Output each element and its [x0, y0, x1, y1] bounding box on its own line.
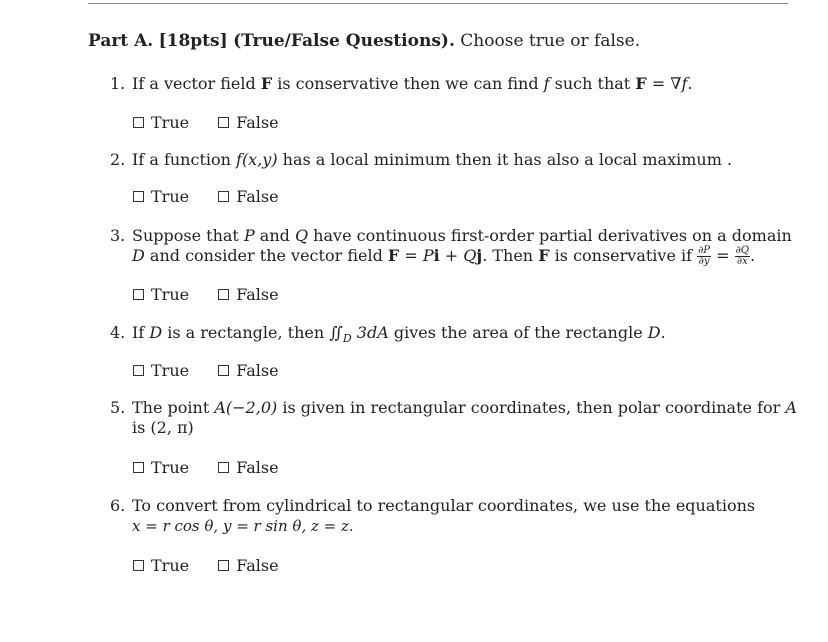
question-text: F: [538, 246, 550, 265]
false-option[interactable]: [218, 187, 278, 206]
fraction-numerator: ∂Q: [735, 245, 749, 256]
question-text: +: [439, 246, 464, 265]
false-label: False: [236, 361, 279, 380]
question-text: is conservative if: [549, 246, 698, 265]
checkbox-icon[interactable]: [218, 365, 229, 376]
question-5: [110, 398, 797, 438]
false-option[interactable]: [218, 556, 278, 575]
question-text: If a function: [132, 150, 237, 169]
question-text: If a vector field: [132, 74, 261, 93]
question-text: f: [543, 74, 550, 93]
heading-part: Part A.: [88, 31, 154, 51]
false-label: False: [236, 285, 279, 304]
fraction-dq-dx: [735, 246, 750, 267]
true-option[interactable]: [133, 113, 189, 132]
question-text: To convert from cylindrical to rectangular coordinates, we use the equations: [132, 496, 756, 515]
question-text: P: [243, 226, 255, 245]
question-text: has a local minimum then it has also a local maximum .: [277, 150, 733, 169]
question-1: [110, 74, 692, 94]
question-text: P: [422, 246, 434, 265]
question-text: The point: [132, 398, 215, 417]
checkbox-icon[interactable]: [133, 117, 144, 128]
question-number: 5.: [110, 398, 126, 417]
question-3: [110, 226, 792, 267]
checkbox-icon[interactable]: [133, 191, 144, 202]
false-option[interactable]: [218, 458, 278, 477]
heading-points: [18pts]: [158, 31, 228, 51]
true-label: True: [151, 285, 190, 304]
question-text: f(x,y): [236, 150, 278, 169]
false-label: False: [236, 113, 279, 132]
question-text: F: [260, 74, 273, 93]
fraction-denominator: ∂x: [736, 256, 748, 267]
question-number: 4.: [110, 323, 126, 342]
question-text: such that: [549, 74, 636, 93]
question-4: [110, 323, 666, 349]
true-option[interactable]: [133, 458, 189, 477]
checkbox-icon[interactable]: [218, 462, 229, 473]
checkbox-icon[interactable]: [218, 191, 229, 202]
true-option[interactable]: [133, 556, 189, 575]
question-number: 2.: [110, 150, 126, 169]
question-number: 6.: [110, 496, 126, 515]
choices-6: [133, 556, 303, 575]
section-heading: [88, 31, 640, 51]
question-text: Q: [294, 226, 309, 245]
question-text: If: [132, 323, 150, 342]
question-text: and: [254, 226, 295, 245]
question-text: =: [711, 246, 735, 265]
true-label: True: [151, 458, 190, 477]
checkbox-icon[interactable]: [218, 289, 229, 300]
heading-instruction: Choose true or false.: [460, 31, 641, 51]
checkbox-icon[interactable]: [133, 365, 144, 376]
checkbox-icon[interactable]: [133, 289, 144, 300]
fraction-denominator: ∂y: [698, 256, 710, 267]
question-text: have continuous first-order partial derivatives on a domain: [308, 226, 792, 245]
false-label: False: [236, 187, 279, 206]
question-text: 3dA: [351, 323, 389, 342]
question-text: D: [342, 332, 352, 346]
question-text: Q: [463, 246, 477, 265]
true-label: True: [151, 361, 190, 380]
question-2: [110, 150, 732, 170]
top-rule: [88, 3, 788, 4]
question-text: D: [149, 323, 163, 342]
question-text: Suppose that: [132, 226, 244, 245]
question-text: x = r cos θ, y = r sin θ, z = z.: [132, 517, 354, 535]
false-label: False: [236, 556, 279, 575]
question-text: gives the area of the rectangle: [388, 323, 648, 342]
question-text: D: [647, 323, 661, 342]
question-text: is given in rectangular coordinates, then polar coordinate for: [277, 398, 786, 417]
false-label: False: [236, 458, 279, 477]
fraction-dp-dy: [697, 246, 711, 267]
question-text: A: [785, 398, 797, 417]
true-option[interactable]: [133, 285, 189, 304]
double-integral-symbol: ∬: [329, 323, 343, 342]
choices-4: [133, 361, 303, 380]
choices-1: [133, 113, 303, 132]
question-number: 3.: [110, 226, 126, 245]
question-number: 1.: [110, 74, 126, 93]
question-text: .: [660, 323, 666, 342]
choices-5: [133, 458, 303, 477]
question-text: =: [399, 246, 423, 265]
question-text: and consider the vector field: [144, 246, 388, 265]
question-text: D: [132, 246, 145, 265]
question-text: F: [635, 74, 647, 93]
question-text: is a rectangle, then: [162, 323, 330, 342]
question-text: is (2, π): [132, 418, 194, 437]
question-text: A(−2,0): [214, 398, 278, 417]
checkbox-icon[interactable]: [133, 560, 144, 571]
true-label: True: [151, 556, 190, 575]
question-6: [110, 496, 755, 536]
choices-3: [133, 285, 303, 304]
false-option[interactable]: [218, 285, 278, 304]
true-option[interactable]: [133, 187, 189, 206]
choices-2: [133, 187, 303, 206]
false-option[interactable]: [218, 113, 278, 132]
true-label: True: [151, 113, 190, 132]
question-text: j: [476, 246, 483, 265]
heading-type: (True/False Questions).: [233, 31, 455, 51]
false-option[interactable]: [218, 361, 278, 380]
question-text: f: [681, 74, 688, 93]
question-text: F: [387, 246, 400, 265]
fraction-numerator: ∂P: [698, 245, 711, 256]
question-text: .: [687, 74, 693, 93]
checkbox-icon[interactable]: [133, 462, 144, 473]
question-text: . Then: [482, 246, 539, 265]
checkbox-icon[interactable]: [218, 117, 229, 128]
question-text: .: [750, 246, 756, 265]
question-text: = ∇: [646, 74, 682, 93]
true-label: True: [151, 187, 190, 206]
question-text: i: [433, 246, 440, 265]
true-option[interactable]: [133, 361, 189, 380]
question-text: is conservative then we can find: [272, 74, 544, 93]
checkbox-icon[interactable]: [218, 560, 229, 571]
